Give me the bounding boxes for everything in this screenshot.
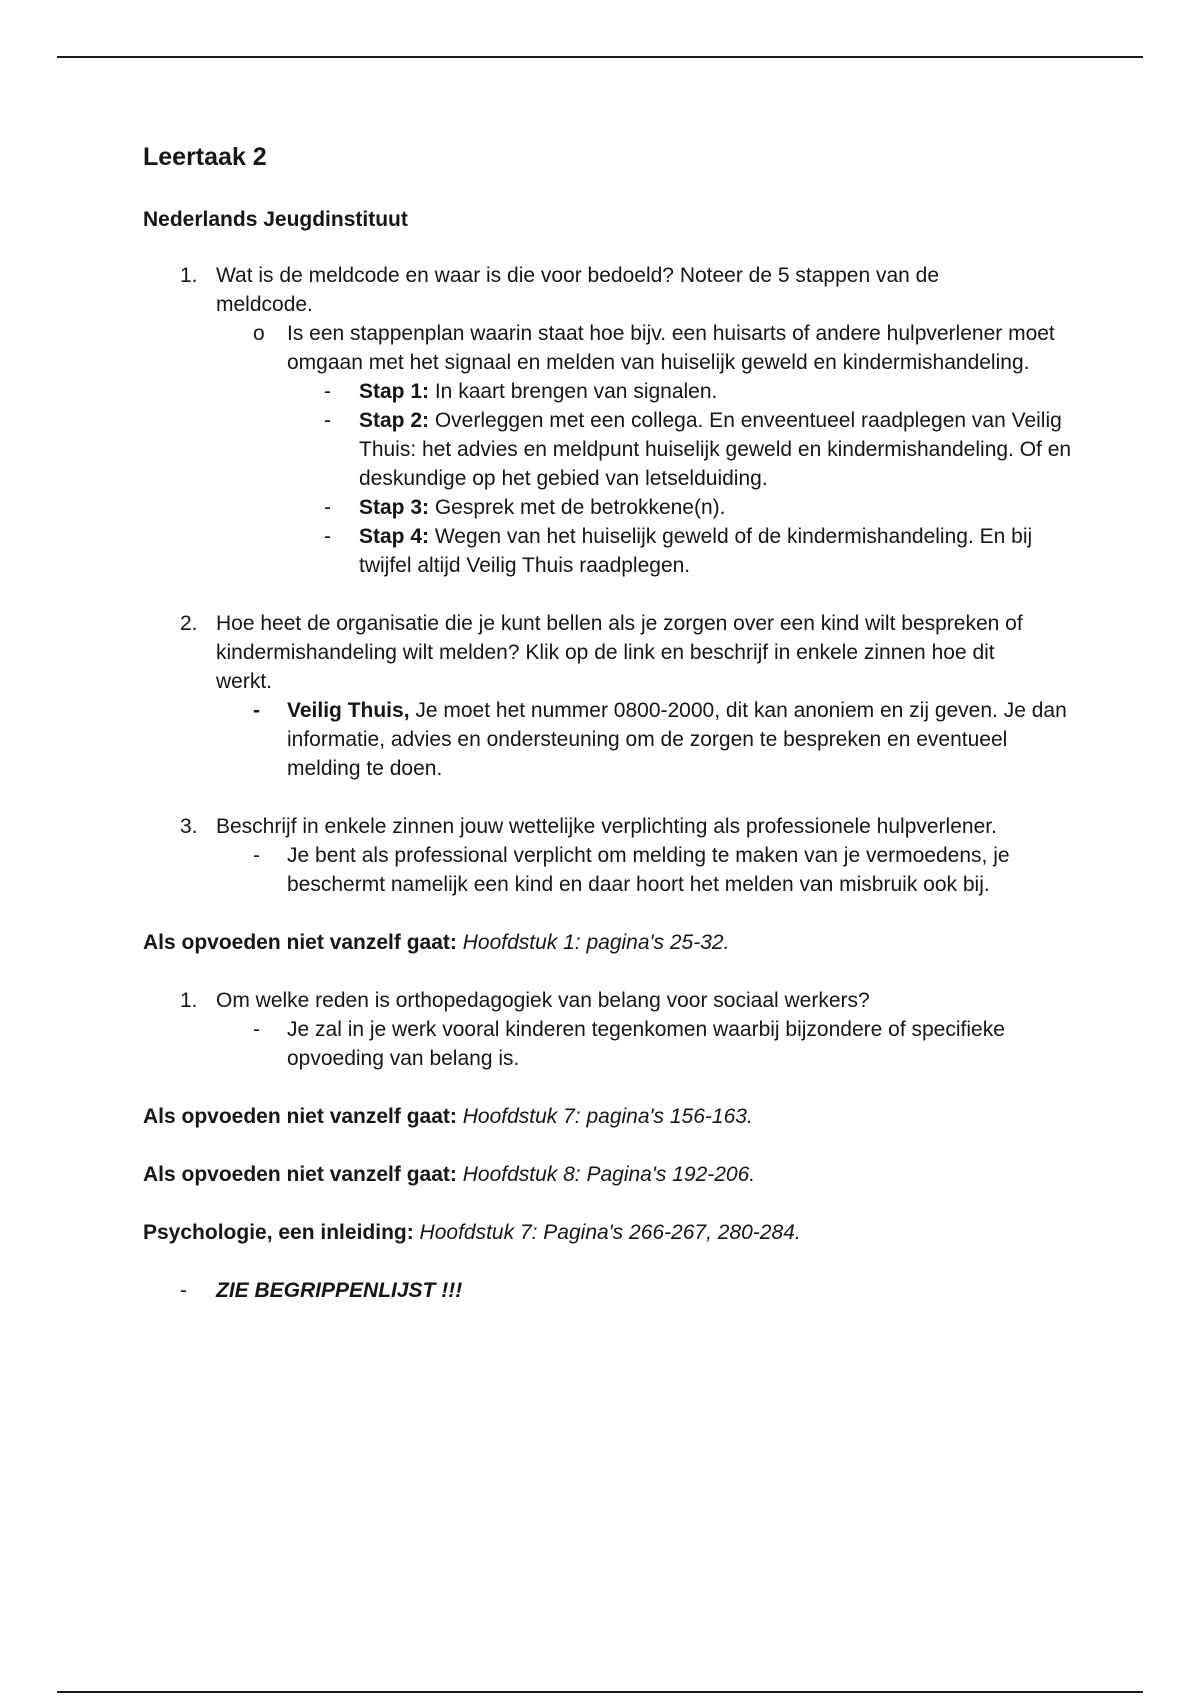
dash-bullet: - xyxy=(253,1018,260,1041)
dash-bullet: - xyxy=(180,1279,187,1302)
footer-rule xyxy=(57,1691,1143,1693)
question-1 xyxy=(143,986,1083,1015)
section-heading-nji: Nederlands Jeugdinstituut xyxy=(143,208,408,231)
step-item: - Stap 2: Overleggen met een collega. En enveentueel raadplegen van Veilig Thuis: het advies en meldpunt huiselijk geweld en kindermishandeling. Of en deskundige op het gebied van letselduiding. xyxy=(143,406,1083,493)
answer-text: Je zal in je werk vooral kinderen tegenkomen waarbij bijzondere of specifieke opvoeding van belang is. xyxy=(287,1018,1005,1070)
question-text: Hoe heet de organisatie die je kunt bellen als je zorgen over een kind wilt bespreken of kindermishandeling wilt melden? Klik op de link en beschrijf in enkele zinnen hoe dit werkt. xyxy=(216,612,1023,693)
dash-bullet: - xyxy=(253,844,260,867)
question-text: Om welke reden is orthopedagogiek van belang voor sociaal werkers? xyxy=(216,989,870,1012)
answer-item: - Veilig Thuis, Je moet het nummer 0800-2000, dit kan anoniem en zij geven. Je dan informatie, advies en ondersteuning om de zorgen te bespreken en eventueel melding te doen. xyxy=(143,696,1083,783)
question-1 xyxy=(143,261,1083,319)
circle-bullet-icon: o xyxy=(253,322,265,345)
section-heading-chapter-1: Als opvoeden niet vanzelf gaat: Hoofdstuk 1: pagina's 25-32. xyxy=(143,931,730,954)
dash-bullet: - xyxy=(324,409,331,432)
answer-text: Is een stappenplan waarin staat hoe bijv. een huisarts of andere hulpverlener moet omgaan met het signaal en melden van huiselijk geweld en kindermishandeling. xyxy=(287,322,1055,374)
final-note-text: ZIE BEGRIPPENLIJST !!! xyxy=(216,1279,463,1302)
question-number: 2. xyxy=(180,612,198,635)
answer-item xyxy=(143,841,1083,899)
document-title: Leertaak 2 xyxy=(143,143,267,171)
question-number: 3. xyxy=(180,815,198,838)
question-number: 1. xyxy=(180,264,198,287)
question-text: Beschrijf in enkele zinnen jouw wettelijke verplichting als professionele hulpverlener. xyxy=(216,815,997,838)
question-text: Wat is de meldcode en waar is die voor bedoeld? Noteer de 5 stappen van de meldcode. xyxy=(216,264,940,316)
dash-bullet: - xyxy=(324,496,331,519)
question-number: 1. xyxy=(180,989,198,1012)
answer-item xyxy=(143,1015,1083,1073)
dash-bullet: - xyxy=(324,380,331,403)
dash-bullet: - xyxy=(324,525,331,548)
answer-bullet xyxy=(143,319,1083,377)
document-body xyxy=(143,140,1083,1305)
section-heading-psychologie: Psychologie, een inleiding: Hoofdstuk 7: Pagina's 266-267, 280-284. xyxy=(143,1221,801,1244)
question-2 xyxy=(143,609,1083,696)
step-item: - Stap 4: Wegen van het huiselijk geweld of de kindermishandeling. En bij twijfel altijd Veilig Thuis raadplegen. xyxy=(143,522,1083,580)
section-heading-chapter-8: Als opvoeden niet vanzelf gaat: Hoofdstuk 8: Pagina's 192-206. xyxy=(143,1163,756,1186)
header-rule xyxy=(57,56,1143,58)
final-note xyxy=(143,1276,1083,1305)
step-item: - Stap 1: In kaart brengen van signalen. xyxy=(143,377,1083,406)
section-heading-chapter-7: Als opvoeden niet vanzelf gaat: Hoofdstuk 7: pagina's 156-163. xyxy=(143,1105,753,1128)
step-item: - Stap 3: Gesprek met de betrokkene(n). xyxy=(143,493,1083,522)
answer-text: Je bent als professional verplicht om melding te maken van je vermoedens, je beschermt namelijk een kind en daar hoort het melden van misbruik ook bij. xyxy=(287,844,1010,896)
question-3 xyxy=(143,812,1083,841)
dash-bullet: - xyxy=(253,699,260,722)
